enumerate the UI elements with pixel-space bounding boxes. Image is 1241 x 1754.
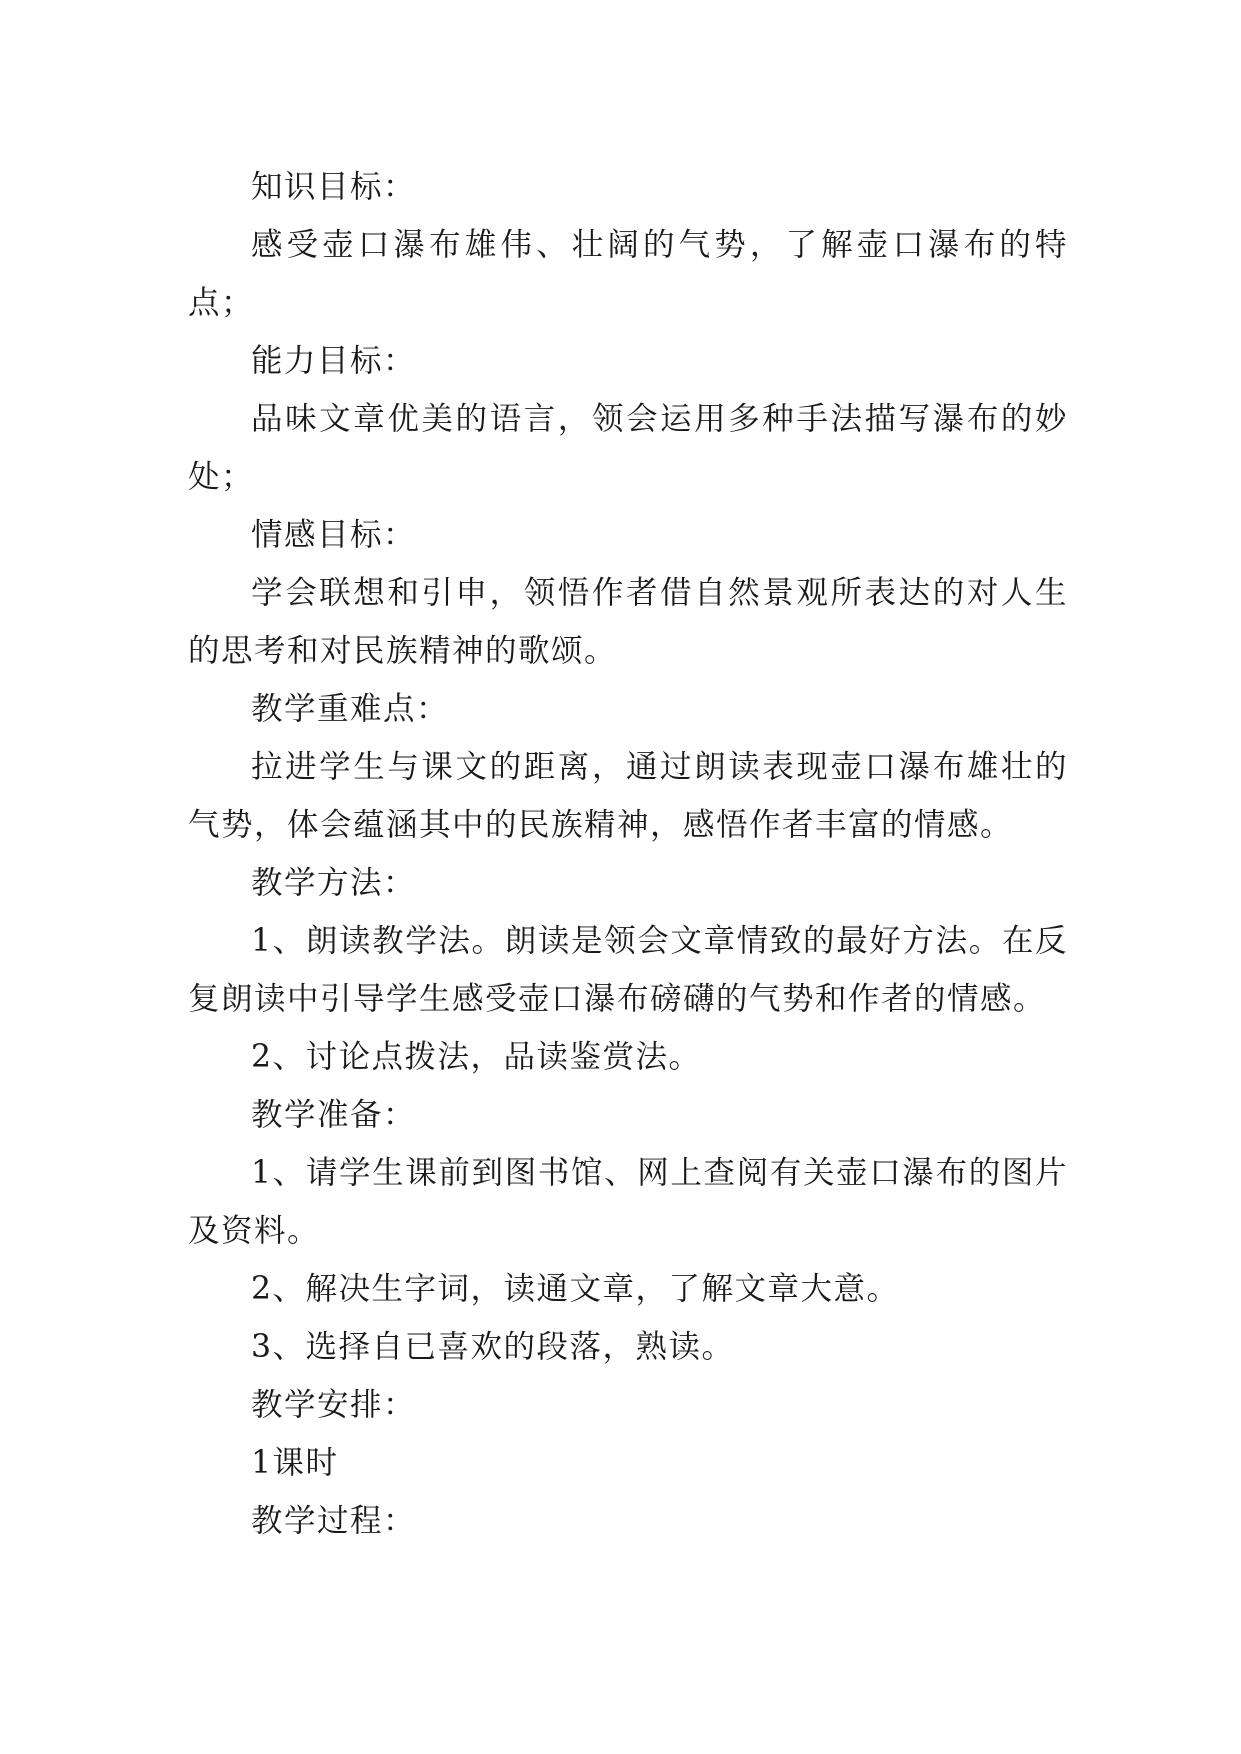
- paragraph-arrangement: 1课时: [251, 1445, 339, 1481]
- heading-ability-goal: 能力目标：: [251, 343, 417, 379]
- heading-teaching-process: 教学过程：: [251, 1503, 417, 1539]
- heading-arrangement: 教学安排：: [251, 1387, 417, 1423]
- heading-teaching-methods: 教学方法：: [251, 865, 417, 901]
- paragraph-method-1: 1、朗读教学法。朗读是领会文章情致的最好方法。在反复朗读中引导学生感受壶口瀑布磅礴的气势和作者的情感。: [188, 923, 1068, 1017]
- document-body: [188, 158, 1068, 1550]
- paragraph-preparation-1: 1、请学生课前到图书馆、网上查阅有关壶口瀑布的图片及资料。: [188, 1155, 1068, 1249]
- paragraph-method-2: 2、讨论点拨法，品读鉴赏法。: [251, 1039, 702, 1075]
- paragraph-preparation-2: 2、解决生字词，读通文章，了解文章大意。: [251, 1271, 900, 1307]
- heading-key-points: 教学重难点：: [251, 691, 450, 727]
- heading-preparation: 教学准备：: [251, 1097, 417, 1133]
- paragraph-ability-goal: 品味文章优美的语言，领会运用多种手法描写瀑布的妙处；: [188, 401, 1068, 495]
- paragraph-preparation-3: 3、选择自已喜欢的段落，熟读。: [251, 1329, 735, 1365]
- heading-emotion-goal: 情感目标：: [251, 517, 417, 553]
- heading-knowledge-goal: 知识目标：: [251, 169, 417, 205]
- paragraph-knowledge-goal: 感受壶口瀑布雄伟、壮阔的气势，了解壶口瀑布的特点；: [188, 227, 1068, 321]
- paragraph-emotion-goal: 学会联想和引申，领悟作者借自然景观所表达的对人生的思考和对民族精神的歌颂。: [188, 575, 1068, 669]
- paragraph-key-points: 拉进学生与课文的距离，通过朗读表现壶口瀑布雄壮的气势，体会蕴涵其中的民族精神，感悟作者丰富的情感。: [188, 749, 1068, 843]
